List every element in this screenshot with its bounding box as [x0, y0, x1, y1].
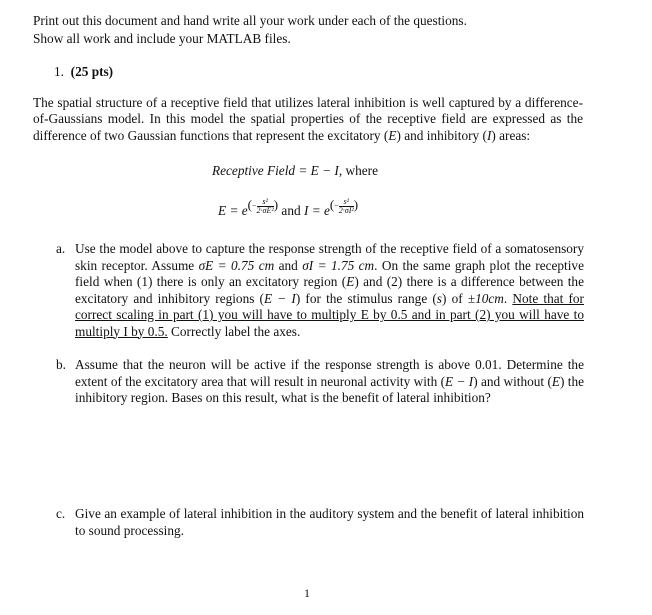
gaussian-equations: E = e(− $\frac{\text{s²}}{\text{2·σE²}}$ ) and I = e(− $\frac{\text{s²}}{\text{2·σI²}}$ ) [218, 196, 359, 219]
instruction-line-2: Show all work and include your MATLAB files. [33, 31, 291, 46]
instruction-line-1: Print out this document and hand write all your work under each of the questions. [33, 13, 467, 28]
part-c-label: c. [56, 506, 66, 521]
part-a-text: Use the model above to capture the response strength of the receptive field of a somatosensory skin receptor. Assume σE = 0.75 cm and σI = 1.75 cm. On the same graph plot the receptive field when (1) there is only an excitatory region (E) and (2) there is a difference between the excitatory and inhibitory regions (E − I) for the stimulus range (s) of ±10cm. Note that for correct scaling in part (1) you will have to multiply E by 0.5 and in part (2) you will have to multiply I by 0.5. Correctly label the axes. [75, 241, 584, 339]
question-intro: The spatial structure of a receptive field that utilizes lateral inhibition is well captured by a difference-of-Gaussians model. In this model the spatial properties of the receptive field are expressed as the difference of two Gaussian functions that represent the excitatory (E) and inhibitory (I) areas: [33, 95, 583, 143]
page-number: 1 [304, 586, 310, 600]
receptive-field-equation: Receptive Field = E − I, where [212, 163, 378, 178]
part-b-label: b. [56, 357, 66, 372]
eq-e-lhs: E = e [218, 203, 248, 219]
question-header [54, 64, 113, 80]
question-points: (25 pts) [70, 64, 114, 79]
eq-i-lhs: I = e [303, 203, 330, 219]
scaling-note: Note that for correct scaling in part (1) you will have to multiply E by 0.5 and in part (2) you will have to multiply I by 0.5. [75, 290, 584, 339]
question-number: 1. [54, 64, 64, 79]
part-c-text: Give an example of lateral inhibition in the auditory system and the benefit of lateral inhibition to sound processing. [75, 506, 584, 538]
part-a-label: a. [56, 241, 66, 256]
part-b-text: Assume that the neuron will be active if the response strength is above 0.01. Determine the extent of the excitatory area that will result in neuronal activity with (E − I) and without (E) the inhibitory region. Bases on this result, what is the benefit of lateral inhibition? [75, 357, 584, 405]
